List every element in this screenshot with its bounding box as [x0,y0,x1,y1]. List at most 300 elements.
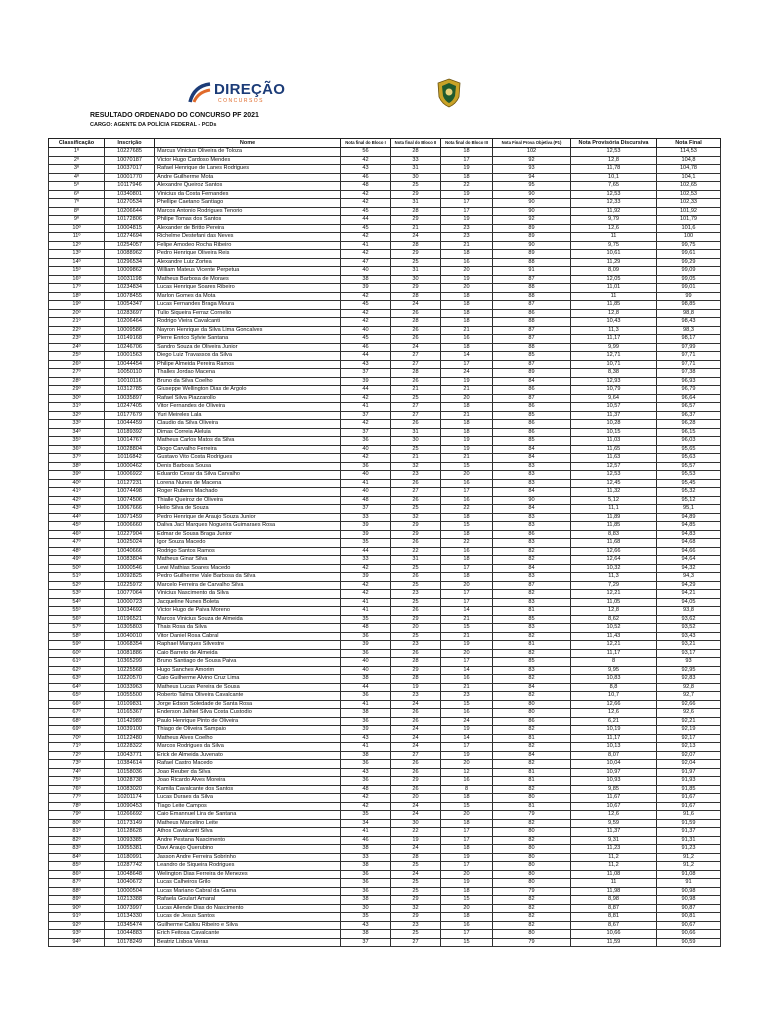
cell-classificacao: 23º [49,335,105,344]
table-row [49,887,721,896]
cell-discursiva: 8 [571,658,657,667]
table-row [49,522,721,531]
cell-bloco-2: 24 [391,811,441,820]
cell-bloco-1: 42 [341,318,391,327]
cell-inscricao: 10206464 [105,318,155,327]
cell-classificacao: 24º [49,343,105,352]
cell-discursiva: 10,61 [571,250,657,259]
col-inscricao: Inscrição [105,139,155,148]
cell-bloco-3: 19 [441,275,493,284]
col-classificacao: Classificação [49,139,105,148]
table-row [49,573,721,582]
cell-prova-objetiva: 90 [493,207,571,216]
cell-bloco-2: 26 [391,709,441,718]
cell-prova-objetiva: 84 [493,505,571,514]
cell-bloco-2: 26 [391,768,441,777]
cell-bloco-1: 48 [341,182,391,191]
cell-prova-objetiva: 83 [493,624,571,633]
cell-discursiva: 11,32 [571,488,657,497]
cell-bloco-2: 29 [391,530,441,539]
table-row [49,802,721,811]
cell-classificacao: 86º [49,870,105,879]
cell-bloco-3: 18 [441,573,493,582]
cell-bloco-2: 27 [391,403,441,412]
cell-prova-objetiva: 82 [493,649,571,658]
cell-nome: Matheus Marcelino Leite [155,819,341,828]
cell-bloco-1: 38 [341,930,391,939]
cell-classificacao: 90º [49,904,105,913]
cell-nota-final: 91,2 [657,862,721,871]
cell-classificacao: 21º [49,318,105,327]
table-row [49,241,721,250]
table-row [49,165,721,174]
cell-bloco-3: 18 [441,301,493,310]
cell-nota-final: 99,29 [657,258,721,267]
cell-inscricao: 10296534 [105,258,155,267]
cell-nota-final: 90,67 [657,921,721,930]
cell-bloco-2: 28 [391,292,441,301]
cell-bloco-3: 19 [441,751,493,760]
cell-discursiva: 10,93 [571,777,657,786]
cell-prova-objetiva: 89 [493,224,571,233]
table-row [49,649,721,658]
cell-inscricao: 10006922 [105,471,155,480]
cell-classificacao: 91º [49,913,105,922]
cell-inscricao: 10044883 [105,930,155,939]
cell-nota-final: 104,1 [657,173,721,182]
cell-inscricao: 10340801 [105,190,155,199]
cell-discursiva: 11,05 [571,598,657,607]
cell-bloco-1: 39 [341,726,391,735]
cell-nota-final: 91,93 [657,777,721,786]
cell-discursiva: 8,07 [571,751,657,760]
cell-inscricao: 10081886 [105,649,155,658]
cell-bloco-2: 33 [391,156,441,165]
cell-nota-final: 92,66 [657,700,721,709]
cell-nota-final: 99 [657,292,721,301]
cell-bloco-1: 41 [341,743,391,752]
cell-prova-objetiva: 87 [493,275,571,284]
cell-nome: Vinicius da Costa Fernandes [155,190,341,199]
cell-classificacao: 9º [49,216,105,225]
cell-bloco-3: 18 [441,845,493,854]
cell-inscricao: 10093385 [105,836,155,845]
cell-bloco-1: 36 [341,870,391,879]
table-row [49,335,721,344]
table-row [49,377,721,386]
cell-inscricao: 10055500 [105,692,155,701]
cell-inscricao: 10177679 [105,411,155,420]
cell-inscricao: 10227685 [105,148,155,157]
cell-discursiva: 9,99 [571,343,657,352]
cell-bloco-3: 20 [441,581,493,590]
cell-bloco-2: 28 [391,148,441,157]
cell-nome: Enderson Jalhiel Silva Costa Custodio [155,709,341,718]
cell-classificacao: 77º [49,794,105,803]
cell-bloco-2: 29 [391,250,441,259]
cell-bloco-2: 26 [391,539,441,548]
cell-nota-final: 94,05 [657,598,721,607]
cell-bloco-2: 28 [391,853,441,862]
table-row [49,462,721,471]
cell-prova-objetiva: 79 [493,811,571,820]
cell-nome: Diego Luiz Travassos da Silva [155,352,341,361]
cell-nome: Alexander de Britto Pereira [155,224,341,233]
cell-classificacao: 55º [49,607,105,616]
cell-inscricao: 10287742 [105,862,155,871]
cell-discursiva: 9,59 [571,819,657,828]
cell-discursiva: 11,37 [571,411,657,420]
cell-nota-final: 91,67 [657,794,721,803]
cell-nota-final: 94,83 [657,530,721,539]
cell-bloco-1: 42 [341,454,391,463]
cell-discursiva: 10,66 [571,930,657,939]
table-row [49,751,721,760]
cell-inscricao: 10196521 [105,615,155,624]
cell-bloco-2: 25 [391,564,441,573]
cell-bloco-3: 21 [441,386,493,395]
cell-inscricao: 10180991 [105,853,155,862]
cell-bloco-3: 19 [441,190,493,199]
cell-bloco-1: 47 [341,258,391,267]
cell-prova-objetiva: 79 [493,887,571,896]
cell-bloco-3: 20 [441,649,493,658]
cell-nota-final: 114,53 [657,148,721,157]
cell-nota-final: 94,32 [657,564,721,573]
cell-bloco-3: 17 [441,930,493,939]
cell-bloco-1: 42 [341,233,391,242]
cell-classificacao: 33º [49,420,105,429]
cell-discursiva: 10,83 [571,675,657,684]
table-row [49,598,721,607]
table-row [49,309,721,318]
cell-nota-final: 95,65 [657,445,721,454]
cell-prova-objetiva: 89 [493,369,571,378]
cell-nome: Lorena Nunes de Macena [155,479,341,488]
cell-discursiva: 11,78 [571,165,657,174]
cell-nome: Matheus Barbosa de Moraes [155,275,341,284]
cell-bloco-3: 20 [441,471,493,480]
cell-bloco-1: 37 [341,369,391,378]
table-row [49,454,721,463]
cell-nota-final: 97,99 [657,343,721,352]
cell-classificacao: 73º [49,760,105,769]
cell-bloco-1: 42 [341,309,391,318]
cell-nome: Caio Barreto de Almeida [155,649,341,658]
cell-bloco-1: 42 [341,590,391,599]
cell-bloco-2: 28 [391,658,441,667]
cell-classificacao: 32º [49,411,105,420]
cell-bloco-3: 19 [441,437,493,446]
cell-nome: Marcos Vinicius Souza de Almeida [155,615,341,624]
cell-inscricao: 10246706 [105,343,155,352]
cell-discursiva: 9,85 [571,785,657,794]
cell-nome: Lucas Henrique Soares Ribeiro [155,284,341,293]
cell-nota-final: 94,66 [657,547,721,556]
cell-classificacao: 29º [49,386,105,395]
cell-bloco-1: 41 [341,403,391,412]
cell-prova-objetiva: 87 [493,335,571,344]
cell-inscricao: 10270534 [105,199,155,208]
table-row [49,224,721,233]
cell-discursiva: 11,67 [571,794,657,803]
table-row [49,539,721,548]
cell-classificacao: 85º [49,862,105,871]
cell-prova-objetiva: 82 [493,547,571,556]
cell-classificacao: 27º [49,369,105,378]
cell-bloco-3: 17 [441,598,493,607]
table-row [49,496,721,505]
cell-nota-final: 95,53 [657,471,721,480]
cell-inscricao: 10078455 [105,292,155,301]
cell-discursiva: 10,04 [571,760,657,769]
cell-nome: Lucas Allende Dias do Nascimento [155,904,341,913]
cell-bloco-1: 41 [341,828,391,837]
cell-bloco-2: 27 [391,411,441,420]
cell-nome: Matheus Ginar Silva [155,556,341,565]
cell-discursiva: 10,15 [571,428,657,437]
cell-discursiva: 10,52 [571,624,657,633]
cell-classificacao: 59º [49,641,105,650]
cell-bloco-3: 19 [441,879,493,888]
table-row [49,156,721,165]
cell-nome: Lucas de Jesus Santos [155,913,341,922]
table-row [49,853,721,862]
cell-bloco-1: 46 [341,836,391,845]
cell-prova-objetiva: 86 [493,420,571,429]
cell-bloco-3: 18 [441,513,493,522]
cell-bloco-1: 42 [341,199,391,208]
cell-prova-objetiva: 82 [493,692,571,701]
cell-bloco-1: 45 [341,335,391,344]
cell-prova-objetiva: 81 [493,777,571,786]
cell-nota-final: 96,93 [657,377,721,386]
cell-nota-final: 91 [657,879,721,888]
cell-bloco-1: 38 [341,675,391,684]
cell-classificacao: 83º [49,845,105,854]
cell-inscricao: 10127231 [105,479,155,488]
cell-classificacao: 49º [49,556,105,565]
cell-inscricao: 10074506 [105,496,155,505]
cell-bloco-1: 35 [341,811,391,820]
cell-classificacao: 54º [49,598,105,607]
table-row [49,870,721,879]
cell-bloco-2: 24 [391,870,441,879]
cell-nota-final: 98,8 [657,309,721,318]
cell-nome: Vitor Fernandes de Oliveira [155,403,341,412]
cell-bloco-2: 32 [391,904,441,913]
cell-prova-objetiva: 82 [493,785,571,794]
cell-nota-final: 91,85 [657,785,721,794]
cell-nome: Philipe Almeida Pereira Ramos [155,360,341,369]
cell-bloco-3: 16 [441,777,493,786]
table-row [49,428,721,437]
cell-bloco-2: 27 [391,488,441,497]
cell-nome: Andre Pestana Nascimento [155,836,341,845]
cell-bloco-3: 19 [441,726,493,735]
cell-prova-objetiva: 86 [493,428,571,437]
table-row [49,734,721,743]
cell-bloco-2: 25 [391,258,441,267]
cell-discursiva: 8,8 [571,683,657,692]
cell-bloco-2: 25 [391,182,441,191]
cell-nota-final: 91,67 [657,802,721,811]
cell-bloco-2: 30 [391,437,441,446]
cell-bloco-3: 15 [441,896,493,905]
cell-classificacao: 11º [49,233,105,242]
cell-discursiva: 11,85 [571,301,657,310]
cell-bloco-3: 16 [441,258,493,267]
cell-bloco-3: 19 [441,165,493,174]
cell-bloco-1: 43 [341,921,391,930]
cell-discursiva: 10,28 [571,420,657,429]
cell-nome: Roger Rubens Machado [155,488,341,497]
cell-discursiva: 12,71 [571,352,657,361]
cell-nota-final: 93,21 [657,641,721,650]
cell-nome: Lucas Fernandes Braga Moura [155,301,341,310]
cell-inscricao: 10220570 [105,675,155,684]
cell-classificacao: 4º [49,173,105,182]
cell-classificacao: 67º [49,709,105,718]
table-row [49,505,721,514]
cell-nome: Jacqueline Nunes Boleta [155,598,341,607]
cell-inscricao: 10039100 [105,726,155,735]
cell-classificacao: 2º [49,156,105,165]
cell-nome: Jorge Edson Soledade de Santa Rosa [155,700,341,709]
cell-bloco-3: 17 [441,207,493,216]
cell-classificacao: 28º [49,377,105,386]
table-row [49,199,721,208]
cell-inscricao: 10254057 [105,241,155,250]
cell-bloco-2: 25 [391,394,441,403]
cell-bloco-3: 16 [441,496,493,505]
cell-discursiva: 11,17 [571,734,657,743]
table-row [49,386,721,395]
table-row [49,479,721,488]
cell-bloco-2: 24 [391,743,441,752]
cell-nome: Roberto Talma Oliveira Cavalcante [155,692,341,701]
cell-prova-objetiva: 80 [493,709,571,718]
cell-inscricao: 10000723 [105,598,155,607]
cell-classificacao: 37º [49,454,105,463]
cell-prova-objetiva: 80 [493,870,571,879]
cell-classificacao: 44º [49,513,105,522]
cell-discursiva: 8,83 [571,530,657,539]
cell-bloco-3: 18 [441,819,493,828]
cell-classificacao: 36º [49,445,105,454]
cell-bloco-1: 36 [341,632,391,641]
cell-prova-objetiva: 90 [493,241,571,250]
cell-prova-objetiva: 81 [493,641,571,650]
cell-discursiva: 11,01 [571,284,657,293]
cell-prova-objetiva: 84 [493,683,571,692]
cell-bloco-3: 17 [441,360,493,369]
cell-bloco-2: 26 [391,649,441,658]
cell-discursiva: 11 [571,292,657,301]
cell-nota-final: 91,97 [657,768,721,777]
cell-prova-objetiva: 82 [493,743,571,752]
cell-prova-objetiva: 83 [493,666,571,675]
cell-prova-objetiva: 87 [493,360,571,369]
table-row [49,828,721,837]
cell-nota-final: 99,01 [657,284,721,293]
cell-classificacao: 70º [49,734,105,743]
cell-prova-objetiva: 81 [493,607,571,616]
cell-discursiva: 11,3 [571,573,657,582]
cell-nome: Felipe Amodeo Rocha Ribeiro [155,241,341,250]
cell-bloco-1: 43 [341,165,391,174]
cell-classificacao: 18º [49,292,105,301]
cell-bloco-2: 25 [391,887,441,896]
cell-classificacao: 38º [49,462,105,471]
cell-bloco-1: 38 [341,709,391,718]
cell-inscricao: 10165367 [105,709,155,718]
cell-discursiva: 11,89 [571,513,657,522]
cell-discursiva: 12,05 [571,275,657,284]
cell-classificacao: 89º [49,896,105,905]
cell-inscricao: 10117946 [105,182,155,191]
cell-classificacao: 65º [49,692,105,701]
table-row [49,326,721,335]
cell-discursiva: 11,68 [571,539,657,548]
table-row [49,692,721,701]
cell-classificacao: 7º [49,199,105,208]
cell-nota-final: 102,65 [657,182,721,191]
cell-bloco-1: 39 [341,522,391,531]
cell-nome: Marcus Vinicius Oliveira de Toloza [155,148,341,157]
table-row [49,190,721,199]
cell-bloco-2: 26 [391,309,441,318]
cell-prova-objetiva: 86 [493,717,571,726]
table-row [49,267,721,276]
cell-discursiva: 9,31 [571,836,657,845]
table-row [49,675,721,684]
cell-discursiva: 11,85 [571,522,657,531]
cell-bloco-2: 21 [391,386,441,395]
table-row [49,530,721,539]
cell-inscricao: 10128628 [105,828,155,837]
cell-prova-objetiva: 84 [493,377,571,386]
cell-bloco-2: 29 [391,666,441,675]
cell-bloco-1: 39 [341,641,391,650]
cell-bloco-1: 39 [341,377,391,386]
cell-prova-objetiva: 80 [493,845,571,854]
cell-bloco-2: 21 [391,454,441,463]
table-row [49,743,721,752]
cell-nota-final: 104,78 [657,165,721,174]
cell-nome: Leandro de Siqueira Rodrigues [155,862,341,871]
cell-inscricao: 10040010 [105,632,155,641]
cell-nota-final: 91,6 [657,811,721,820]
table-row [49,564,721,573]
cell-bloco-2: 31 [391,199,441,208]
cell-nome: Bruno da Silva Coelho [155,377,341,386]
cell-nota-final: 94,21 [657,590,721,599]
cell-classificacao: 50º [49,564,105,573]
cell-nota-final: 98,85 [657,301,721,310]
cell-bloco-1: 34 [341,819,391,828]
table-row [49,700,721,709]
cell-nota-final: 100 [657,233,721,242]
cell-classificacao: 87º [49,879,105,888]
cell-nota-final: 90,87 [657,904,721,913]
table-row [49,879,721,888]
table-row [49,845,721,854]
cell-nome: Lewi Mathias Soares Macedo [155,564,341,573]
cell-prova-objetiva: 82 [493,675,571,684]
cell-nota-final: 90,98 [657,896,721,905]
cell-bloco-3: 16 [441,921,493,930]
